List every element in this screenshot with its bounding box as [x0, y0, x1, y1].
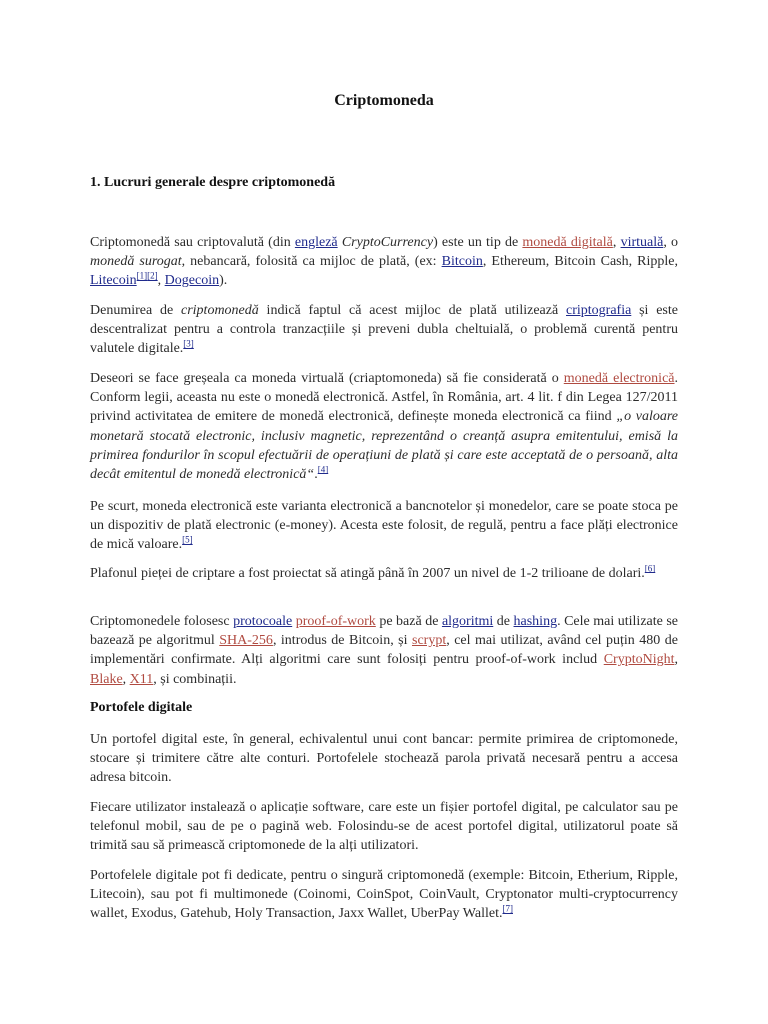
text: indică faptul că acest mijloc de plată utilizează — [258, 303, 566, 318]
paragraph-electronic-money — [90, 369, 678, 484]
text: , — [674, 652, 678, 668]
text: . Conform legii, aceasta nu este o monedă electronică. Astfel, în România, art. 4 lit. f din Legea 127/2011 privind activitatea de emitere de monedă electronică, definește moneda electronică ca fiind — [90, 371, 679, 425]
reference-4[interactable]: [4] — [317, 464, 329, 475]
text-italic: „o valoare monetară stocată electronic, inclusiv magnetic, reprezentând o creanță asupra emitentului, emisă la primirea fondurilor în scopul efectuării de operațiuni de plată și care este acceptată de o persoană, alta decât emitentul de monedă electronică“ — [90, 409, 678, 483]
text: , — [612, 235, 621, 250]
text: ) este un tip de — [433, 235, 523, 250]
link-virtuala[interactable]: virtuală — [620, 235, 664, 250]
reference-1[interactable]: [1] — [136, 270, 148, 281]
text: , cel mai utilizat, având cel puțin 480 de implementări confirmate. Alți algoritmi care sunt folosiți pentru proof-of-work includ — [90, 633, 678, 668]
text: , introdus de Bitcoin, și — [272, 633, 412, 649]
text-italic: monedă surogat — [90, 254, 182, 270]
link-scrypt[interactable]: scrypt — [412, 633, 447, 649]
text: . — [314, 467, 318, 483]
link-hashing[interactable]: hashing — [513, 614, 558, 629]
text: , — [157, 273, 165, 289]
text: Pe scurt, moneda electronică este varianta electronică a bancnotelor și monedelor, care se poate stoca pe un dispozitiv de plată electronic (e-money). Acesta este folosit, de regulă, pentru a face plăți electronice de mică valoare. — [90, 499, 678, 553]
text-italic: CryptoCurrency — [341, 235, 434, 250]
text: Denumirea de — [90, 303, 181, 318]
section-heading: 1. Lucruri generale despre criptomonedă — [90, 175, 336, 190]
link-algoritmi[interactable]: algoritmi — [441, 614, 494, 629]
text: , nebancară, folosită ca mijloc de plată, (ex: — [181, 254, 442, 270]
paragraph-wallet-types — [90, 866, 678, 924]
text: , o — [663, 235, 679, 250]
text: , și combinații. — [153, 671, 237, 687]
link-dogecoin[interactable]: Dogecoin — [164, 273, 220, 289]
text: și este descentralizat pentru a controla tranzacțiile și preveni dubla cheltuială, o problemă curentă pentru valutele digitale. — [90, 303, 678, 357]
link-criptografia[interactable]: criptografia — [566, 303, 632, 318]
text: ). — [219, 273, 228, 289]
text: , Ethereum, Bitcoin Cash, Ripple, — [482, 254, 678, 270]
text: de — [493, 614, 514, 629]
link-cryptonight[interactable]: CryptoNight — [603, 652, 675, 668]
text: . Cele mai utilizate se bazează pe algoritmul — [90, 614, 679, 649]
text: Plafonul pieței de criptare a fost proiectat să atingă până în 2007 un nivel de 1-2 trilioane de dolari. — [90, 566, 645, 581]
link-bitcoin[interactable]: Bitcoin — [441, 254, 483, 270]
text: Criptomonedele folosesc — [90, 614, 234, 629]
link-litecoin[interactable]: Litecoin — [90, 273, 137, 289]
paragraph-name-meaning — [90, 301, 678, 359]
paragraph-short-summary — [90, 497, 678, 555]
link-engleza[interactable]: engleză — [294, 235, 338, 250]
text: pe bază de — [375, 614, 442, 629]
paragraph-definition — [90, 233, 678, 291]
text: Deseori se face greșeala ca moneda virtuală (criaptomoneda) să fie considerată o — [90, 371, 564, 386]
paragraph-wallet-usage: Fiecare utilizator instalează o aplicație software, care este un fișier portofel digital, pe calculator sau pe telefonul mobil, sau de pe o pagină web. Folosindu-se de acest portofel digital, utilizatorul poate să trimită sau să primească criptomonede de la alți utilizatori. — [90, 800, 678, 854]
link-protocoale[interactable]: protocoale — [233, 614, 293, 629]
link-proof-of-work[interactable]: proof-of-work — [295, 614, 376, 629]
link-moneda-electronica[interactable]: monedă electronică — [563, 371, 675, 386]
link-blake[interactable]: Blake — [90, 671, 123, 687]
reference-6[interactable]: [6] — [644, 563, 656, 574]
reference-2[interactable]: [2] — [147, 270, 158, 281]
reference-7[interactable]: [7] — [502, 903, 513, 914]
paragraph-wallet-definition: Un portofel digital este, în general, echivalentul unui cont bancar: permite primirea de criptomonede, stocare și trimitere către alte conturi. Portofelele stochează parola privată necesară pentru a accesa adresa bitcoin. — [90, 732, 678, 786]
subheading-wallets: Portofele digitale — [90, 700, 193, 715]
link-sha-256[interactable]: SHA-256 — [219, 633, 273, 649]
text-italic: criptomonedă — [181, 303, 259, 318]
text: Criptomonedă sau criptovalută (din — [90, 235, 295, 250]
paragraph-market-cap — [90, 564, 678, 583]
text: Portofelele digitale pot fi dedicate, pentru o singură criptomonedă (exemple: Bitcoin, Etherium, Ripple, Litecoin), sau pot fi multimonede (Coinomi, CoinSpot, CoinVault, Cryptonator multi-cryptocurrency wallet, Exodus, Gatehub, Holy Transaction, Jaxx Wallet, UberPay Wallet. — [90, 868, 678, 922]
reference-5[interactable]: [5] — [182, 534, 193, 545]
page-title: Criptomoneda — [334, 92, 434, 109]
reference-3[interactable]: [3] — [183, 338, 194, 349]
link-moneda-digitala[interactable]: monedă digitală — [522, 235, 613, 250]
link-x11[interactable]: X11 — [129, 671, 154, 687]
paragraph-algorithms — [90, 612, 678, 689]
text: , — [122, 671, 130, 687]
